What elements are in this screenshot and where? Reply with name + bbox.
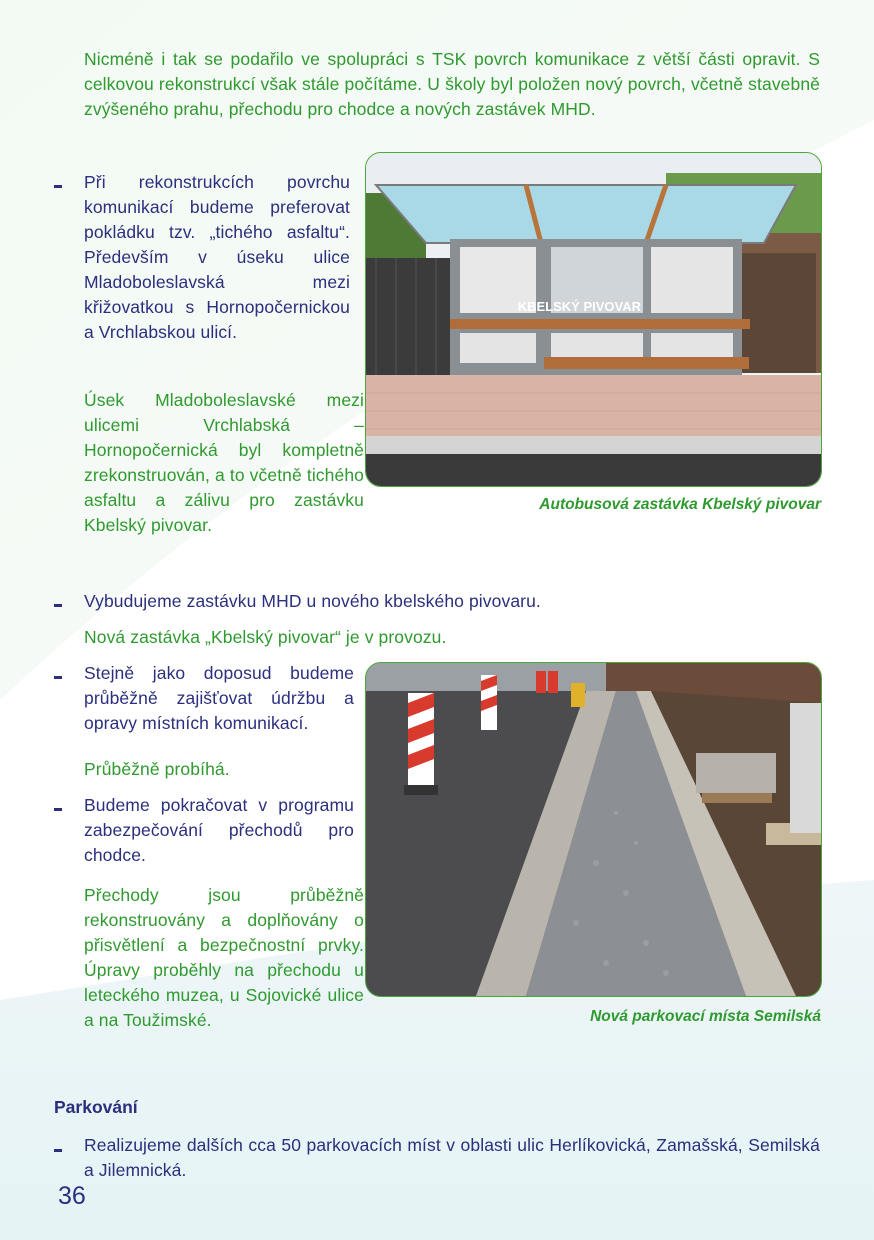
status-text: Přechody jsou průběžně rekonstruovány a doplňovány o přisvětlení a bezpečnostní prvky. Úpravy proběhly na přechodu u leteckého muzea, u Sojovické ulice a na Toužimské. <box>84 885 364 1030</box>
bullet-marker <box>54 808 62 811</box>
status-text: Úsek Mladoboleslavské mezi ulicemi Vrchlabská – Hornopočernická byl kompletně zrekonstruován, a to včetně tichého asfaltu a zálivu pro zastávku Kbelský pivovar. <box>84 390 364 535</box>
goal-text: Budeme pokračovat v programu zabezpečování přechodů pro chodce. <box>84 795 354 865</box>
bullet-marker <box>54 1149 62 1152</box>
status-text: Nová zastávka „Kbelský pivovar“ je v provozu. <box>84 627 447 647</box>
goal-text: Při rekonstrukcích povrchu komunikací budeme preferovat pokládku tzv. „tichého asfaltu“. Především v úseku ulice Mladoboleslavská mezi křižovatkou s Hornopočernickou a Vrchlabskou ulicí. <box>84 172 350 342</box>
bullet-marker <box>54 676 62 679</box>
bullet-marker <box>54 604 62 607</box>
photo-caption: Autobusová zastávka Kbelský pivovar <box>539 496 821 513</box>
bus-stop-photo <box>365 152 822 487</box>
sign-text: KBELSKÝ PIVOVAR <box>517 299 641 314</box>
intro-paragraph: Nicméně i tak se podařilo ve spolupráci s TSK povrch komunikace z větší části opravit. S celkovou rekonstrukcí však stále počítáme. U školy byl položen nový povrch, včetně stavebně zvýšeného prahu, přechodu pro chodce a nových zastávek MHD. <box>84 49 820 119</box>
status-text: Průběžně probíhá. <box>84 759 230 779</box>
parking-construction-photo <box>365 662 822 997</box>
goal-text: Realizujeme dalších cca 50 parkovacích míst v oblasti ulic Herlíkovická, Zamašská, Semilská a Jilemnická. <box>84 1135 820 1180</box>
goal-text: Stejně jako doposud budeme průběžně zajišťovat údržbu a opravy místních komunikací. <box>84 663 354 733</box>
goal-text: Vybudujeme zastávku MHD u nového kbelského pivovaru. <box>84 591 541 611</box>
section-heading: Parkování <box>54 1097 138 1117</box>
bullet-marker <box>54 185 62 188</box>
photo-caption: Nová parkovací místa Semilská <box>590 1008 821 1025</box>
page-number: 36 <box>58 1182 86 1210</box>
